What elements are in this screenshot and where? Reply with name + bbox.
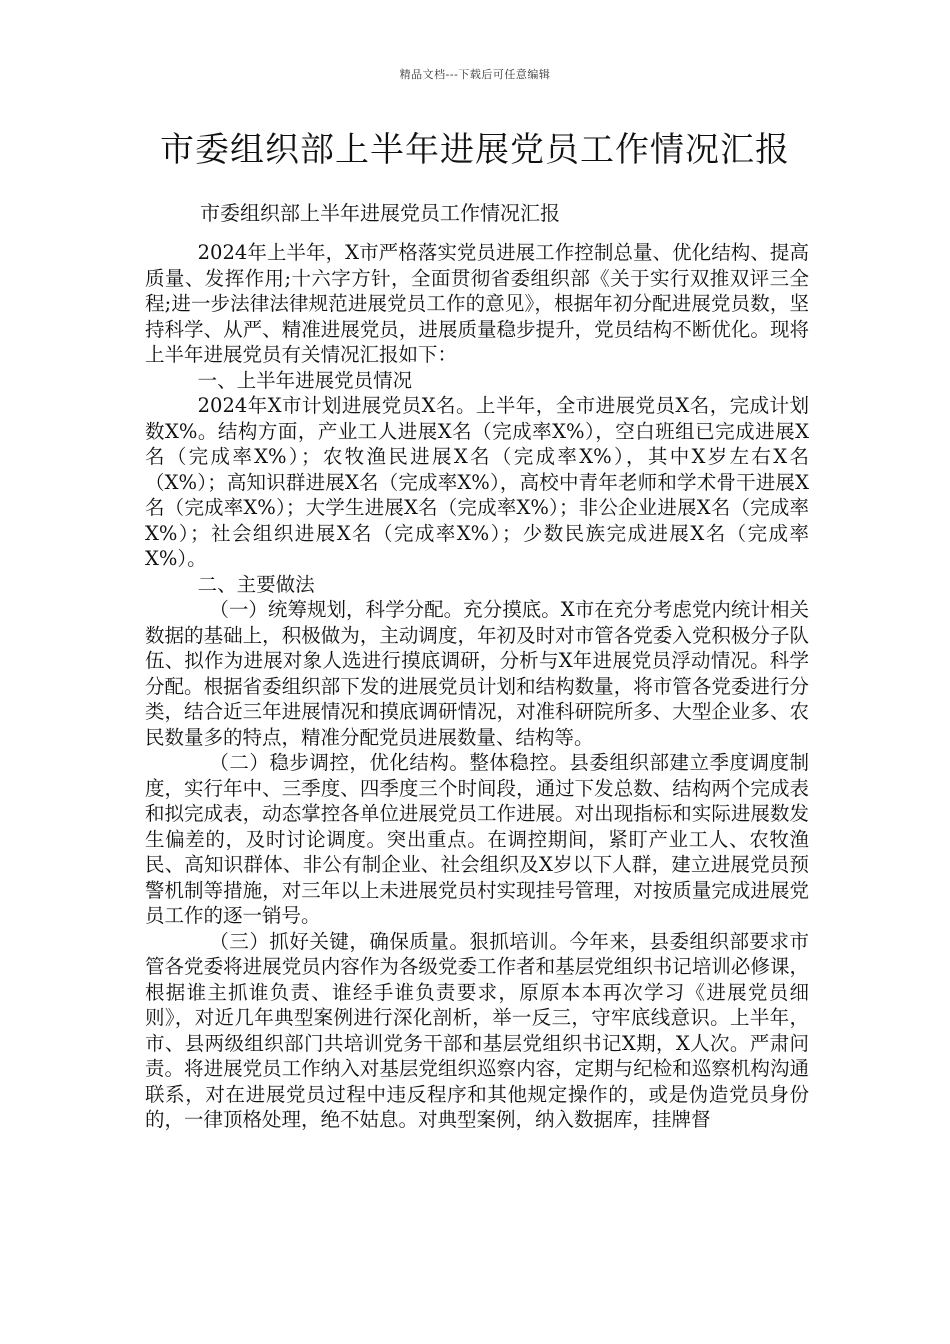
section-heading-2: 二、主要做法 xyxy=(197,572,315,596)
header-note: 精品文档---下载后可任意编辑 xyxy=(399,68,551,81)
section-heading-1: 一、上半年进展党员情况 xyxy=(197,368,413,392)
document-body xyxy=(145,240,809,1133)
paragraph-method-2: （二）稳步调控，优化结构。整体稳控。县委组织部建立季度调度制度，实行年中、三季度、四季度三个时间段，通过下发总数、结构两个完成表和拟完成表，动态掌控各单位进展党员工作进展。对出现指标和实际进展数发生偏差的，及时讨论调度。突出重点。在调控期间，紧盯产业工人、农牧渔民、高知识群体、非公有制企业、社会组织及X岁以下人群，建立进展党员预警机制等措施，对三年以上未进展党员村实现挂号管理，对按质量完成进展党员工作的逐一销号。 xyxy=(145,751,809,927)
paragraph-intro: 2024年上半年，X市严格落实党员进展工作控制总量、优化结构、提高质量、发挥作用;十六字方针，全面贯彻省委组织部《关于实行双推双评三全程;进一步法律法律规范进展党员工作的意见》，根据年初分配进展党员数，坚持科学、从严、精准进展党员，进展质量稳步提升，党员结构不断优化。现将上半年进展党员有关情况汇报如下： xyxy=(145,241,809,366)
paragraph-method-3: （三）抓好关键，确保质量。狠抓培训。今年来，县委组织部要求市管各党委将进展党员内容作为各级党委工作者和基层党组织书记培训必修课，根据谁主抓谁负责、谁经手谁负责要求，原原本本再次学习《进展党员细则》，对近几年典型案例进行深化剖析，举一反三，守牢底线意识。上半年，市、县两级组织部门共培训党务干部和基层党组织书记X期，X人次。严肃问责。将进展党员工作纳入对基层党组织巡察内容，定期与纪检和巡察机构沟通联系，对在进展党员过程中违反程序和其他规定操作的，或是伪造党员身份的，一律顶格处理，绝不姑息。对典型案例，纳入数据库，挂牌督 xyxy=(145,929,809,1131)
subtitle: 市委组织部上半年进展党员工作情况汇报 xyxy=(200,201,560,225)
paragraph-section-1: 2024年X市计划进展党员X名。上半年，全市进展党员X名，完成计划数X%。结构方面，产业工人进展X名（完成率X%），空白班组已完成进展X名（完成率X%）；农牧渔民进展X名（完成率X%），其中X岁左右X名（X%）；高知识群进展X名（完成率X%），高校中青年老师和学术骨干进展X名（完成率X%）；大学生进展X名（完成率X%）；非公企业进展X名（完成率X%）；社会组织进展X名（完成率X%）；少数民族完成进展X名（完成率X%）。 xyxy=(145,394,809,570)
paragraph-method-1: （一）统筹规划，科学分配。充分摸底。X市在充分考虑党内统计相关数据的基础上，积极做为，主动调度，年初及时对市管各党委入党积极分子队伍、拟作为进展对象人选进行摸底调研，分析与X年进展党员浮动情况。科学分配。根据省委组织部下发的进展党员计划和结构数量，将市管各党委进行分类，结合近三年进展情况和摸底调研情况，对准科研院所多、大型企业多、农民数量多的特点，精准分配党员进展数量、结构等。 xyxy=(145,598,809,749)
page-title: 市委组织部上半年进展党员工作情况汇报 xyxy=(160,130,790,170)
